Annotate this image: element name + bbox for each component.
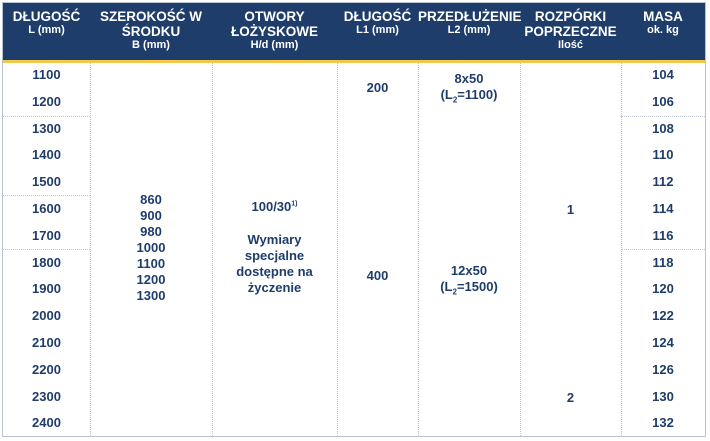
header-crossbars-unit: Ilość (557, 39, 584, 51)
width-values (90, 192, 212, 304)
mass-value: 132 (652, 415, 674, 431)
mass-value: 130 (652, 388, 674, 404)
l2-short-dim: 8x50 (454, 71, 484, 86)
length-value: 2200 (32, 361, 61, 377)
mass-value: 126 (652, 361, 674, 377)
header-mass (621, 3, 705, 60)
mass-value: 106 (652, 93, 674, 109)
width-value: 1000 (136, 240, 166, 255)
header-width-title: SZEROKOŚĆ W ŚRODKU (100, 9, 203, 39)
mass-value: 112 (652, 174, 674, 190)
mass-value: 122 (652, 308, 674, 324)
l2-long-length (418, 279, 520, 301)
l2-value: =1500) (456, 279, 498, 294)
spec-table (2, 2, 706, 437)
l2-long-dim: 12x50 (450, 263, 488, 278)
header-crossbars-title: ROZPÓRKI POPRZECZNE (524, 9, 617, 39)
group-divider (3, 249, 90, 250)
l2-value: =1100) (457, 87, 498, 102)
length-value: 1200 (32, 93, 61, 109)
width-value: 900 (140, 208, 162, 223)
header-bearing-unit: H/d (mm) (250, 39, 299, 51)
length-value: 1700 (32, 227, 61, 243)
header-l1-unit: L1 (mm) (356, 24, 399, 36)
column-divider (337, 63, 338, 436)
mass-value: 104 (652, 67, 674, 82)
table-header (3, 3, 705, 60)
length-value: 2000 (32, 308, 61, 324)
group-divider (3, 195, 90, 196)
length-value: 1900 (32, 281, 61, 297)
length-value: 1300 (32, 120, 61, 136)
bearing-note-line: życzenie (247, 280, 302, 295)
l2-prefix: (L (440, 279, 453, 294)
bearing-note (212, 232, 337, 296)
l2-prefix: (L (440, 87, 453, 102)
header-mass-title: MASA (643, 9, 683, 24)
crossbars-count-a: 1 (566, 202, 575, 217)
header-bearing (212, 3, 337, 60)
width-value: 860 (140, 192, 162, 207)
header-length-title: DŁUGOŚĆ (12, 9, 81, 24)
group-divider (621, 249, 705, 250)
l2-long (418, 263, 520, 301)
l2-subscript: 2 (452, 287, 457, 297)
mass-value: 114 (652, 201, 674, 216)
mass-value: 110 (652, 147, 674, 163)
length-value: 2400 (32, 415, 61, 431)
length-value: 1100 (32, 67, 61, 82)
crossbars-count-b: 2 (566, 390, 575, 405)
header-width (90, 3, 212, 60)
header-length (3, 3, 90, 60)
l2-short (418, 71, 520, 109)
mass-value: 118 (652, 254, 674, 270)
header-l2-unit: L2 (mm) (447, 24, 491, 36)
header-l2-title: PRZEDŁUŻENIE (418, 9, 522, 24)
l1-long: 400 (366, 268, 389, 283)
bearing-note-line: dostępne na (236, 264, 313, 279)
mass-value: 116 (652, 227, 674, 243)
bearing-note-line: specjalne (244, 248, 305, 263)
header-l1 (337, 3, 418, 60)
l2-short-length (418, 87, 520, 109)
width-value: 1100 (136, 256, 166, 271)
bearing-note-line: Wymiary (247, 232, 302, 247)
header-width-unit: B (mm) (132, 39, 170, 51)
length-value: 1600 (32, 201, 61, 216)
length-value: 1500 (32, 174, 61, 190)
l1-short: 200 (366, 80, 389, 95)
length-value: 1800 (32, 254, 61, 270)
bearing-value (212, 199, 337, 214)
header-bearing-title: OTWORY ŁOŻYSKOWE (231, 9, 318, 39)
length-value: 1400 (32, 147, 61, 163)
length-value: 2100 (32, 335, 61, 350)
column-divider (418, 63, 419, 436)
group-divider (3, 116, 90, 117)
header-crossbars (520, 3, 621, 60)
group-divider (621, 116, 705, 117)
header-mass-unit: ok. kg (647, 24, 679, 36)
bearing-value-text: 100/30 (251, 199, 292, 214)
l2-subscript: 2 (452, 95, 458, 105)
width-value: 1200 (136, 272, 166, 287)
header-l1-title: DŁUGOŚĆ (343, 9, 412, 24)
bearing-footnote: 1) (291, 200, 298, 208)
width-value: 1300 (136, 288, 166, 303)
length-value: 2300 (32, 388, 61, 404)
width-value: 980 (140, 224, 162, 239)
mass-value: 124 (652, 335, 674, 350)
header-accent-bar (3, 60, 705, 63)
mass-value: 108 (652, 120, 674, 136)
column-divider (520, 63, 521, 436)
mass-value: 120 (652, 281, 674, 297)
header-l2 (418, 3, 520, 60)
header-length-unit: L (mm) (28, 24, 65, 36)
